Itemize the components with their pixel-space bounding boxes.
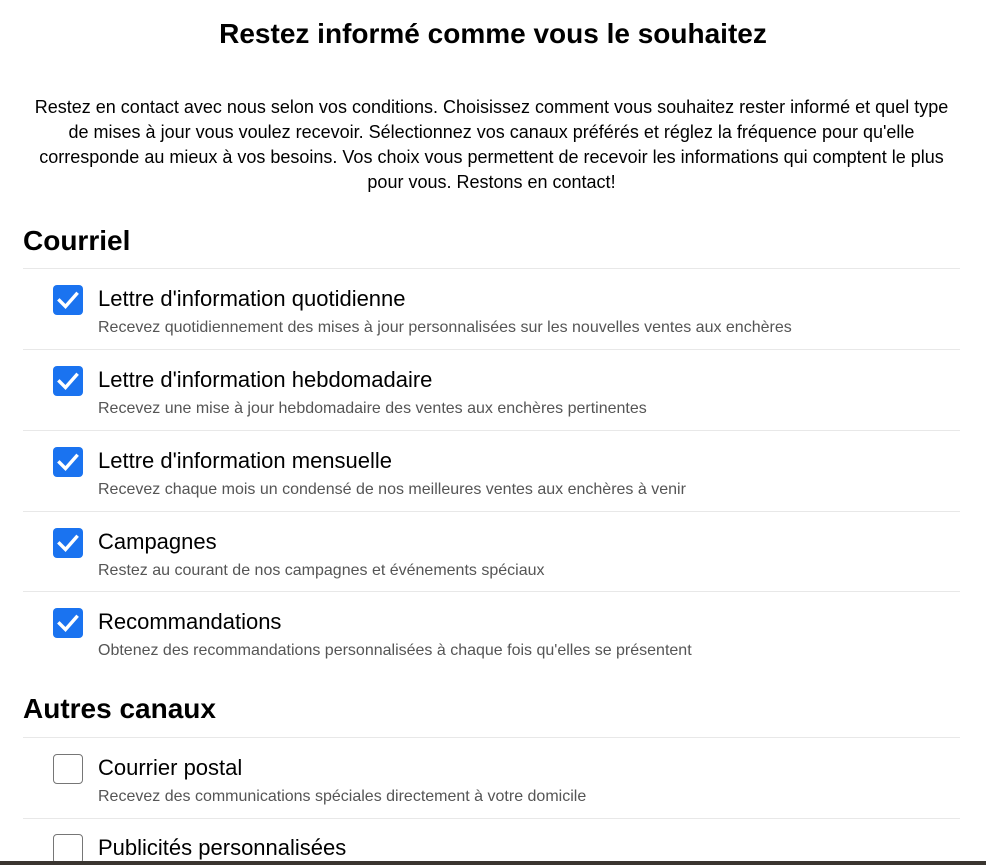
option-label: Lettre d'information quotidienne — [98, 286, 406, 311]
campaigns-checkbox[interactable] — [53, 528, 83, 558]
section-heading-email: Courriel — [23, 225, 131, 256]
option-recommendations[interactable] — [23, 592, 960, 672]
option-description: Recevez chaque mois un condensé de nos meilleures ventes aux enchères à venir — [98, 481, 686, 498]
intro-text: Restez en contact avec nous selon vos conditions. Choisissez comment vous souhaitez rester informé et quel type de mises à jour vous voulez recevoir. Sélectionnez vos canaux préférés et réglez la fréquence pour qu'elle corresponde au mieux à vos besoins. Vos choix vous permettent de recevoir les informations qui comptent le plus pour vous. Restons en contact! — [34, 97, 949, 192]
option-monthly-newsletter[interactable] — [23, 431, 960, 511]
daily-newsletter-checkbox[interactable] — [53, 285, 83, 315]
option-label: Courrier postal — [98, 755, 243, 780]
option-label: Lettre d'information mensuelle — [98, 448, 393, 473]
option-label: Lettre d'information hebdomadaire — [98, 367, 433, 392]
postal-mail-checkbox[interactable] — [53, 754, 83, 784]
option-description: Recevez une mise à jour hebdomadaire des ventes aux enchères pertinentes — [98, 400, 647, 417]
page-title: Restez informé comme vous le souhaitez — [219, 18, 767, 49]
option-postal-mail[interactable] — [23, 738, 960, 818]
option-daily-newsletter[interactable] — [23, 269, 960, 349]
checkmark-icon — [53, 608, 83, 638]
option-description: Recevez des communications spéciales directement à votre domicile — [98, 788, 587, 805]
option-description: Restez au courant de nos campagnes et événements spéciaux — [98, 562, 545, 579]
recommendations-checkbox[interactable] — [53, 608, 83, 638]
checkmark-icon — [53, 447, 83, 477]
weekly-newsletter-checkbox[interactable] — [53, 366, 83, 396]
monthly-newsletter-checkbox[interactable] — [53, 447, 83, 477]
option-description: Recevez quotidiennement des mises à jour personnalisées sur les nouvelles ventes aux enchères — [98, 319, 792, 336]
option-weekly-newsletter[interactable] — [23, 350, 960, 430]
checkmark-icon — [53, 528, 83, 558]
section-heading-other-channels: Autres canaux — [23, 693, 216, 724]
option-label: Publicités personnalisées — [98, 835, 347, 860]
option-label: Recommandations — [98, 609, 282, 634]
checkmark-icon — [53, 285, 83, 315]
personalized-ads-checkbox[interactable] — [53, 834, 83, 864]
option-description: Obtenez des recommandations personnalisées à chaque fois qu'elles se présentent — [98, 642, 692, 659]
option-label: Campagnes — [98, 529, 217, 554]
option-campaigns[interactable] — [23, 512, 960, 592]
bottom-bar — [0, 861, 986, 865]
checkmark-icon — [53, 366, 83, 396]
option-personalized-ads[interactable] — [23, 818, 960, 865]
